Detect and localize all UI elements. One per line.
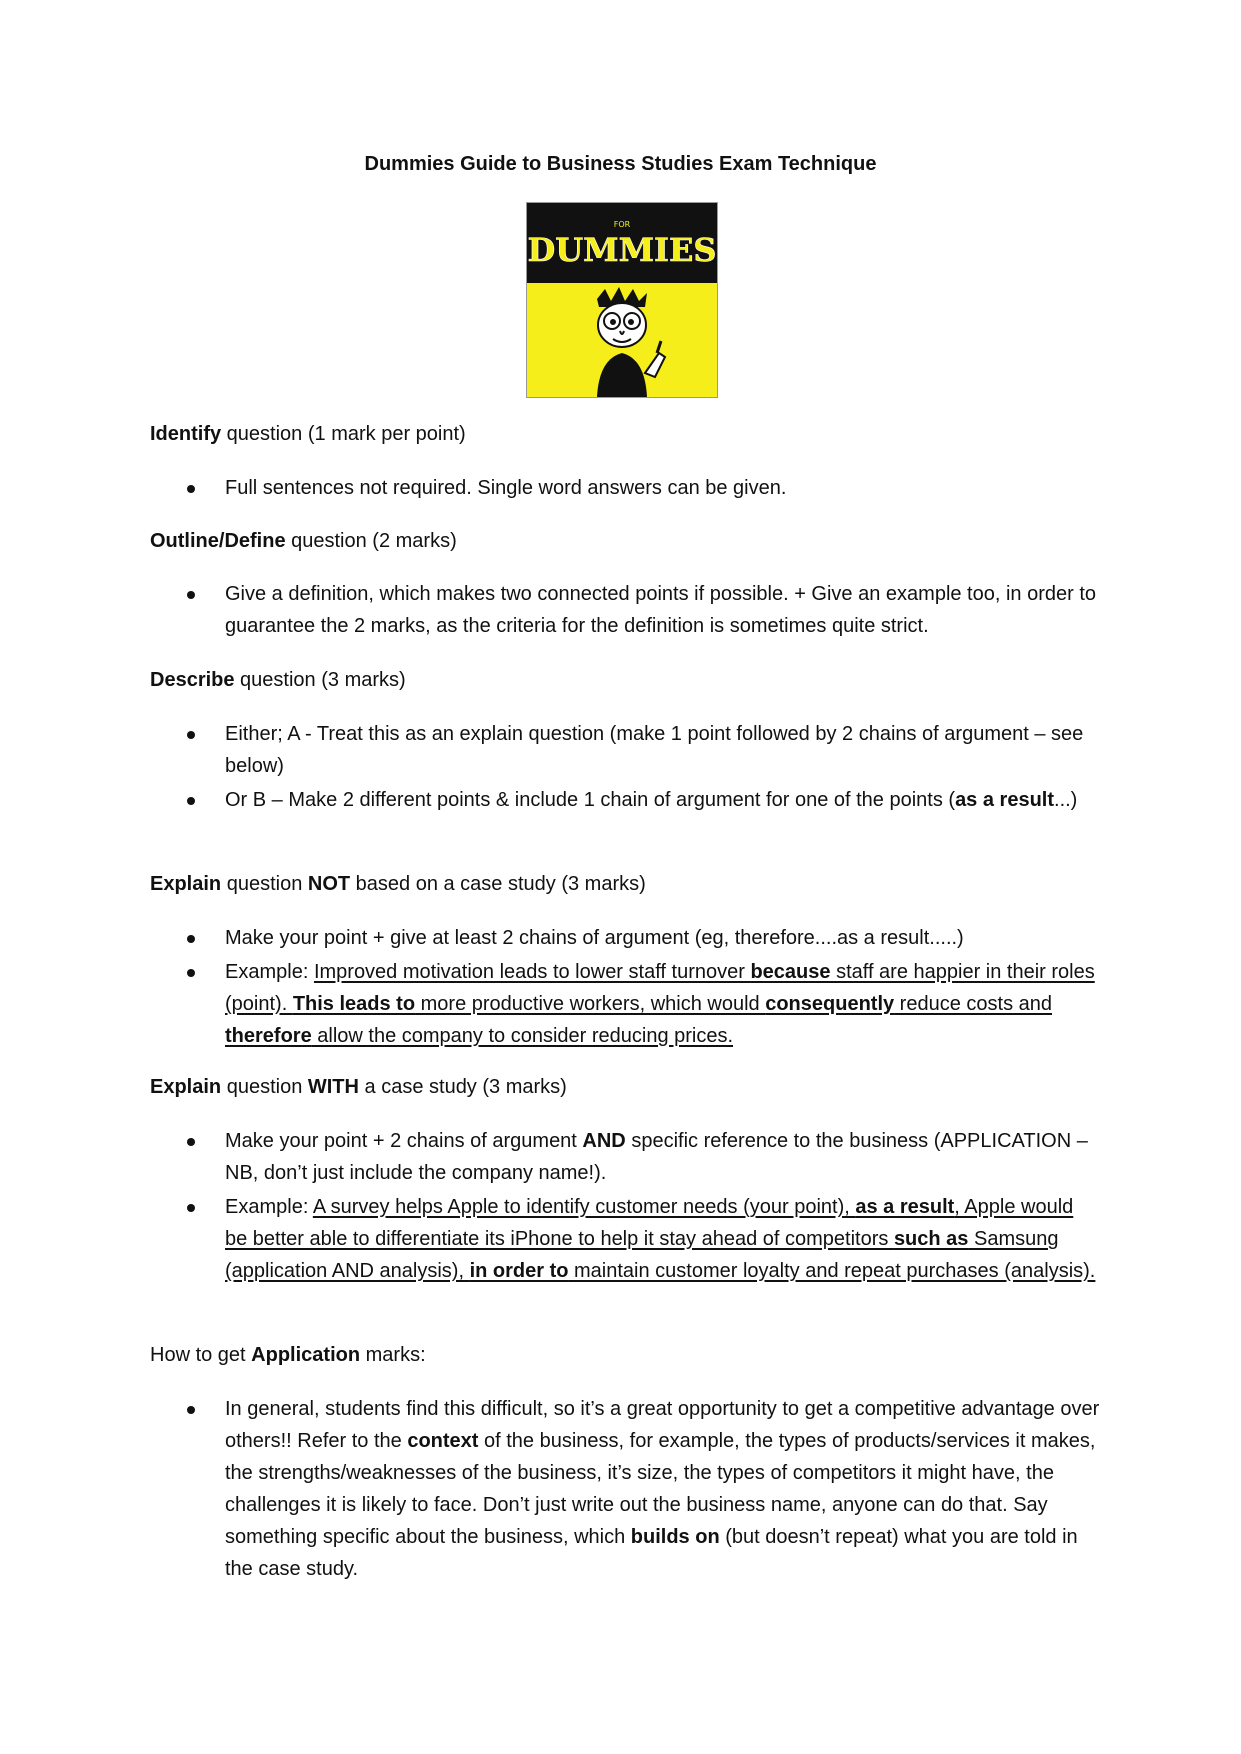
list-item	[150, 578, 1100, 642]
dummies-logo-icon	[527, 203, 717, 397]
list-item: In general, students find this difficult, so it’s a great opportunity to get a competitive advantage over others!! Refer to the context of the business, for example, the types of products/services it makes, the strengths/weaknesses of the business, it’s size, the types of competitors it might have, the challenges it is likely to face. Don’t just write out the business name, anyone can do that. Say something specific about the business, which builds on (but doesn’t repeat) what you are told in the case study.	[150, 1393, 1100, 1585]
bullet-icon	[187, 797, 195, 805]
identify-list	[150, 472, 1100, 506]
explain-no-case-heading: Explain question NOT based on a case study (3 marks)	[150, 873, 646, 895]
document-title: Dummies Guide to Business Studies Exam Technique	[364, 153, 877, 175]
list-item	[150, 472, 1100, 504]
application-heading: How to get Application marks:	[150, 1344, 426, 1366]
bullet-text: Give a definition, which makes two connected points if possible. + Give an example too, in order to guarantee the 2 marks, as the criteria for the definition is sometimes quite strict.	[225, 583, 1097, 637]
bullet-icon	[187, 1406, 195, 1414]
bullet-icon	[187, 591, 195, 599]
identify-keyword: Identify	[150, 423, 222, 445]
logo-brand-text: DUMMIES	[527, 231, 717, 269]
list-item	[150, 718, 1100, 782]
identify-heading	[150, 418, 1100, 450]
list-item: Make your point + 2 chains of argument AND specific reference to the business (APPLICATION – NB, don’t just include the company name!).	[150, 1125, 1100, 1189]
bullet-text: Make your point + give at least 2 chains of argument (eg, therefore....as a result.....)	[225, 927, 964, 949]
describe-heading	[150, 664, 1100, 696]
list-item: Example: A survey helps Apple to identify customer needs (your point), as a result, Apple would be better able to differentiate its iPhone to help it stay ahead of competitors such as Samsung (application AND analysis), in order to maintain customer loyalty and repeat purchases (analysis).	[150, 1191, 1100, 1287]
bullet-icon	[187, 1204, 195, 1212]
bullet-text: Full sentences not required. Single word answers can be given.	[225, 477, 787, 499]
explain-with-case-heading: Explain question WITH a case study (3 marks)	[150, 1076, 567, 1098]
list-item	[150, 922, 1100, 954]
explain-with-case-list	[150, 1125, 1100, 1289]
example-text: A survey helps Apple to identify customer needs (your point), as a result, Apple would be better able to differentiate its iPhone to help it stay ahead of competitors such as Samsung (application AND analysis), in order to maintain customer loyalty and repeat purchases (analysis).	[225, 1196, 1096, 1282]
outline-keyword: Outline/Define	[150, 530, 286, 552]
bullet-icon	[187, 485, 195, 493]
bullet-icon	[187, 1138, 195, 1146]
application-list	[150, 1393, 1100, 1587]
describe-list	[150, 718, 1100, 818]
bullet-text: Either; A - Treat this as an explain question (make 1 point followed by 2 chains of argument – see below)	[225, 723, 1084, 777]
bullet-icon	[187, 935, 195, 943]
describe-heading-text: question (3 marks)	[234, 669, 406, 691]
bullet-icon	[187, 969, 195, 977]
describe-keyword: Describe	[150, 669, 235, 691]
identify-heading-text: question (1 mark per point)	[221, 423, 466, 445]
list-item: Or B – Make 2 different points & include 1 chain of argument for one of the points (as a result...)	[150, 784, 1100, 816]
dummies-logo	[526, 202, 718, 398]
example-text: Improved motivation leads to lower staff turnover because staff are happier in their roles (point). This leads to more productive workers, which would consequently reduce costs and therefore allow the company to consider reducing prices.	[225, 961, 1095, 1047]
outline-heading	[150, 525, 1100, 557]
bullet-icon	[187, 731, 195, 739]
list-item: Example: Improved motivation leads to lower staff turnover because staff are happier in their roles (point). This leads to more productive workers, which would consequently reduce costs and therefore allow the company to consider reducing prices.	[150, 956, 1100, 1052]
outline-list	[150, 578, 1100, 644]
explain-no-case-list	[150, 922, 1100, 1054]
logo-small-text: FOR	[613, 220, 631, 229]
outline-heading-text: question (2 marks)	[285, 530, 457, 552]
